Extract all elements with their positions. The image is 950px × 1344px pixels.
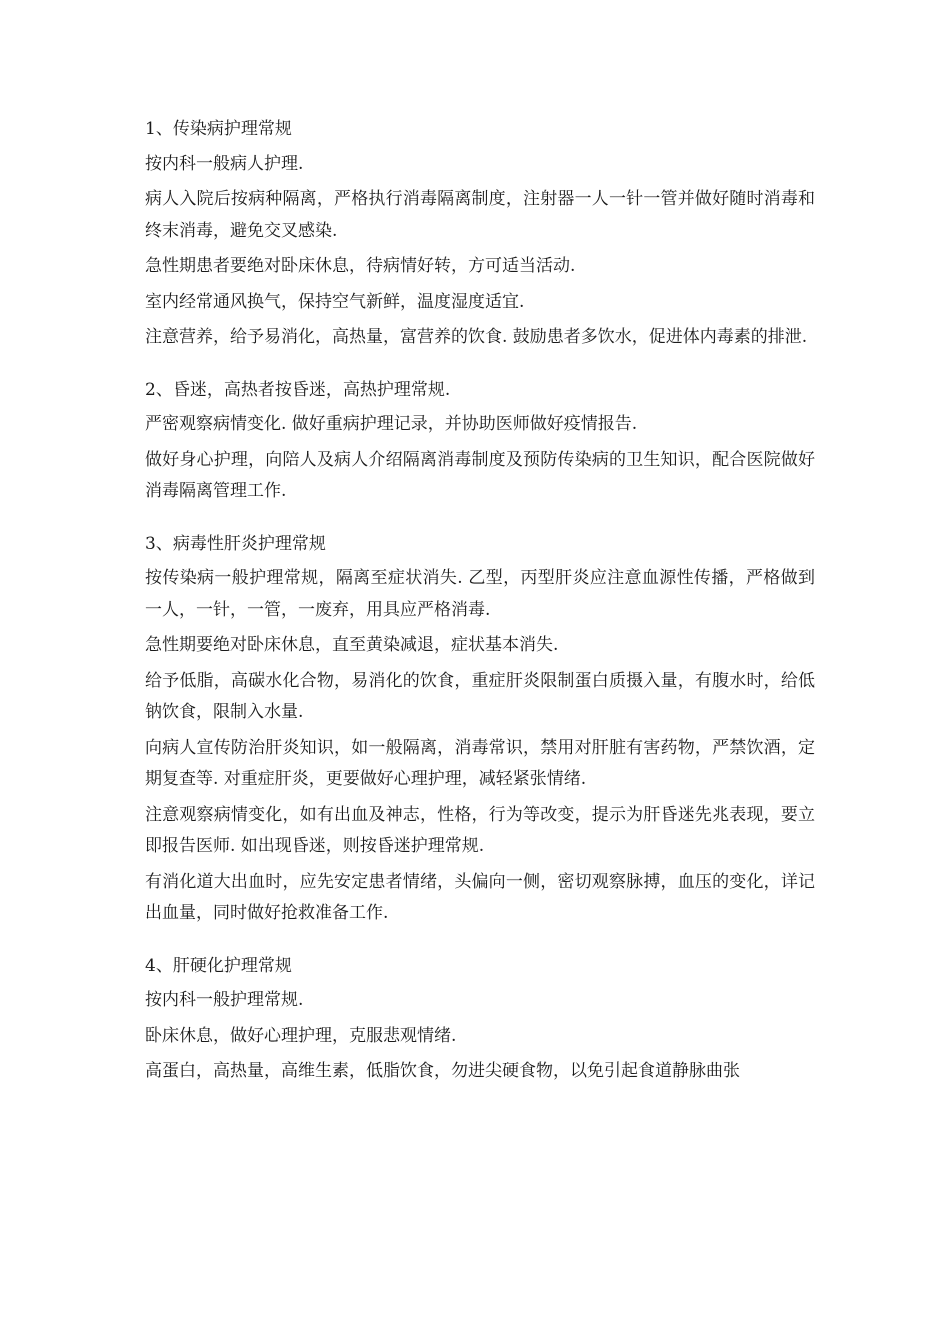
section-infectious-disease-care: [145, 114, 815, 354]
paragraph: 给予低脂，高碳水化合物，易消化的饮食，重症肝炎限制蛋白质摄入量，有腹水时，给低钠饮食，限制入水量.: [145, 670, 815, 722]
paragraph: 注意观察病情变化，如有出血及神志，性格，行为等改变，提示为肝昏迷先兆表现，要立即报告医师. 如出现昏迷，则按昏迷护理常规.: [145, 804, 815, 856]
paragraph: 注意营养，给予易消化，高热量，富营养的饮食. 鼓励患者多饮水，促进体内毒素的排泄.: [145, 327, 808, 347]
paragraph: 做好身心护理，向陪人及病人介绍隔离消毒制度及预防传染病的卫生知识，配合医院做好消毒隔离管理工作.: [145, 449, 815, 501]
paragraph: 急性期患者要绝对卧床休息，待病情好转，方可适当活动.: [145, 256, 576, 276]
section-heading: 1、传染病护理常规: [145, 119, 292, 139]
section-coma-fever-care: [145, 375, 815, 508]
section-viral-hepatitis-care: [145, 529, 815, 930]
paragraph: 向病人宣传防治肝炎知识，如一般隔离，消毒常识，禁用对肝脏有害药物，严禁饮酒，定期复查等. 对重症肝炎，更要做好心理护理，减轻紧张情绪.: [145, 737, 815, 789]
paragraph: 急性期要绝对卧床休息，直至黄染减退，症状基本消失.: [145, 635, 559, 655]
paragraph: 卧床休息，做好心理护理，克服悲观情绪.: [145, 1025, 457, 1046]
section-heading: 4、肝硬化护理常规: [145, 955, 292, 976]
paragraph: 按传染病一般护理常规，隔离至症状消失. 乙型，丙型肝炎应注意血源性传播，严格做到一人，一针，一管，一废弃，用具应严格消毒.: [145, 568, 815, 620]
paragraph: 病人入院后按病种隔离，严格执行消毒隔离制度，注射器一人一针一管并做好随时消毒和终末消毒，避免交叉感染.: [145, 189, 815, 241]
paragraph: 严密观察病情变化. 做好重病护理记录，并协助医师做好疫情报告.: [145, 414, 638, 434]
paragraph: 按内科一般病人护理.: [145, 153, 304, 174]
paragraph: 高蛋白，高热量，高维生素，低脂饮食，勿进尖硬食物，以免引起食道静脉曲张: [145, 1061, 740, 1081]
paragraph: 按内科一般护理常规.: [145, 990, 304, 1010]
section-heading: 2、昏迷，高热者按昏迷，高热护理常规.: [145, 379, 451, 400]
section-heading: 3、病毒性肝炎护理常规: [145, 533, 326, 554]
section-cirrhosis-care: [145, 951, 815, 1088]
paragraph: 室内经常通风换气，保持空气新鲜，温度湿度适宜.: [145, 291, 525, 312]
paragraph: 有消化道大出血时，应先安定患者情绪，头偏向一侧，密切观察脉搏，血压的变化，详记出血量，同时做好抢救准备工作.: [145, 871, 815, 923]
document-body: [145, 114, 815, 1109]
